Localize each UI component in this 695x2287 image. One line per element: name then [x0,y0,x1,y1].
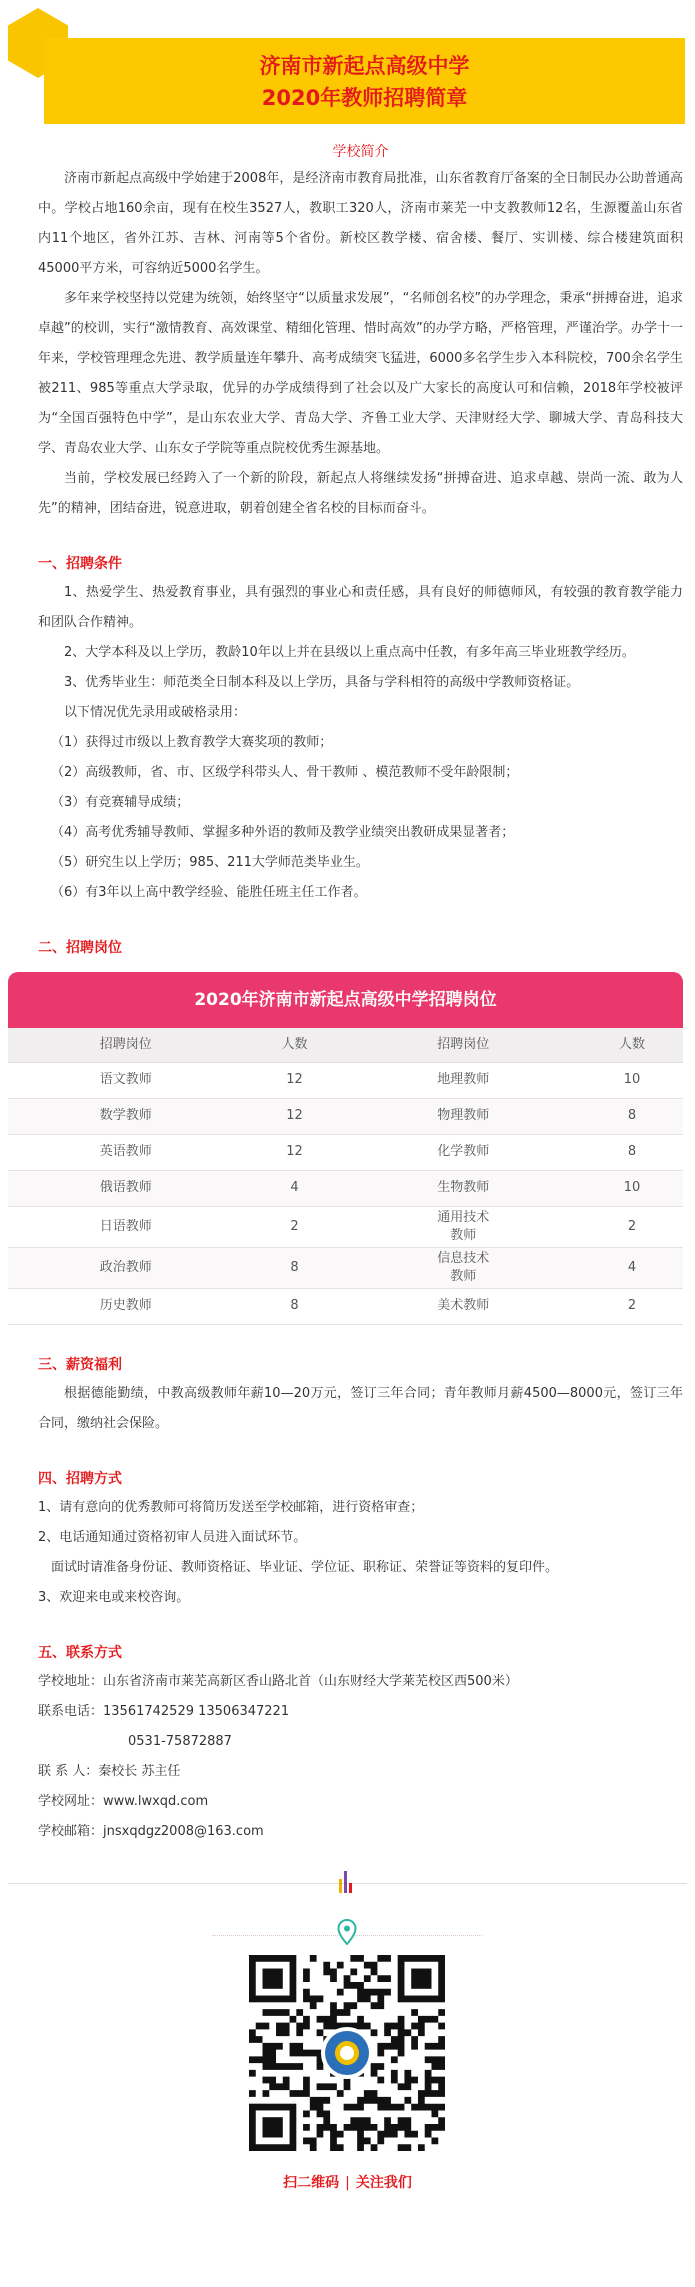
method-item-4: 3、欢迎来电或来校咨询。 [38,1589,190,1605]
follow-label: 关注我们 [355,2174,412,2191]
table-row [8,1170,683,1206]
table-row [8,1206,683,1247]
contact-phone: 联系电话：13561742529 13506347221 [38,1703,290,1719]
table-row [8,1247,683,1288]
location-pin-icon [337,1919,357,1945]
priority-item-6: （6）有3年以上高中教学经验、能胜任班主任工作者。 [51,885,367,900]
cell-line: 信息技术 [437,1250,490,1266]
positions-table-title: 2020年济南市新起点高级中学招聘岗位 [8,972,683,1028]
condition-item-1: 1、热爱学生、热爱教育事业，具有强烈的事业心和责任感，具有良好的师德师风，有较强的教育教学能力和团队合作精神。 [38,585,683,630]
table-cell: 10 [581,1062,683,1098]
table-row [8,1062,683,1098]
priority-item-5: （5）研究生以上学历；985、211大学师范类毕业生。 [51,855,369,870]
table-cell: 8 [243,1288,345,1324]
table-cell: 地理教师 [345,1062,580,1098]
table-cell: 4 [581,1247,683,1288]
table-cell: 8 [581,1134,683,1170]
table-cell [345,1247,580,1288]
positions-title: 二、招聘岗位 [38,940,122,956]
salary-title: 三、薪资福利 [38,1356,122,1373]
positions-table [8,1028,683,1325]
priority-item-1: （1）获得过市级以上教育教学大赛奖项的教师； [51,735,333,750]
cell-line: 教师 [450,1268,477,1284]
table-cell: 8 [581,1098,683,1134]
condition-item-2: 2、大学本科及以上学历，教龄10年以上并在县级以上重点高中任教，有多年高三毕业班教学经历。 [64,645,635,660]
table-cell [345,1206,580,1247]
bars-icon [339,1871,355,1893]
priority-intro: 以下情况优先录用或破格录用： [64,705,247,720]
table-cell: 4 [243,1170,345,1206]
column-header: 招聘岗位 [345,1028,580,1062]
table-cell: 数学教师 [8,1098,243,1134]
priority-item-2: （2）高级教师，省、市、区级学科带头人、骨干教师 、模范教师不受年龄限制； [51,765,519,780]
table-cell: 生物教师 [345,1170,580,1206]
column-header: 人数 [581,1028,683,1062]
table-cell: 英语教师 [8,1134,243,1170]
scan-divider: | [345,2174,350,2191]
table-cell: 2 [581,1206,683,1247]
table-cell: 10 [581,1170,683,1206]
contact-website[interactable]: 学校网址：www.lwxqd.com [38,1793,209,1809]
column-header: 招聘岗位 [8,1028,243,1062]
table-row [8,1288,683,1324]
positions-table-wrap [8,972,683,1325]
contact-person: 联 系 人：秦校长 苏主任 [38,1763,181,1779]
school-logo-icon [321,2027,373,2079]
column-header: 人数 [243,1028,345,1062]
table-cell: 政治教师 [8,1247,243,1288]
table-cell: 12 [243,1098,345,1134]
table-cell: 历史教师 [8,1288,243,1324]
method-title: 四、招聘方式 [38,1470,122,1487]
table-cell: 美术教师 [345,1288,580,1324]
contact-title: 五、联系方式 [38,1644,122,1661]
table-row [8,1098,683,1134]
footer [0,1871,695,2211]
method-item-3: 面试时请准备身份证、教师资格证、毕业证、学位证、职称证、荣誉证等资料的复印件。 [51,1559,559,1575]
table-cell: 俄语教师 [8,1170,243,1206]
title-banner [44,38,685,124]
priority-item-4: （4）高考优秀辅导教师、掌握多种外语的教师及教学业绩突出教研成果显著者； [51,825,515,840]
contact-email[interactable]: 学校邮箱：jnsxqdgz2008@163.com [38,1823,264,1839]
qr-code-image[interactable] [249,1955,445,2151]
cell-line: 教师 [450,1227,477,1243]
header [0,0,695,126]
salary-text: 根据德能勤绩，中教高级教师年薪10—20万元，签订三年合同；青年教师月薪4500—8000元，签订三年合同，缴纳社会保险。 [38,1385,683,1431]
table-cell: 12 [243,1134,345,1170]
table-row [8,1134,683,1170]
intro-section [0,140,695,962]
title-line-1: 济南市新起点高级中学 [259,54,470,78]
method-item-2: 2、电话通知通过资格初审人员进入面试环节。 [38,1529,307,1545]
table-cell: 8 [243,1247,345,1288]
table-cell: 12 [243,1062,345,1098]
contact-phone-landline: 0531-75872887 [128,1733,232,1749]
intro-paragraph-3: 当前，学校发展已经跨入了一个新的阶段，新起点人将继续发扬“拼搏奋进、追求卓越、崇尚一流、敢为人先”的精神，团结奋进，锐意进取，朝着创建全省名校的目标而奋斗。 [38,471,683,516]
table-cell: 化学教师 [345,1134,580,1170]
cell-line: 通用技术 [437,1209,490,1225]
table-cell: 语文教师 [8,1062,243,1098]
table-cell: 物理教师 [345,1098,580,1134]
conditions-title: 一、招聘条件 [38,556,122,572]
intro-heading: 学校简介 [332,144,389,160]
intro-paragraph-1: 济南市新起点高级中学始建于2008年，是经济南市教育局批准，山东省教育厅备案的全日制民办公助普通高中。学校占地160余亩，现有在校生3527人，教职工320人，济南市莱芜一中支教教师12名，生源覆盖山东省内11个地区，省外江苏、吉林、河南等5个省份。新校区教学楼、宿舍楼、餐厅、实训楼、综合楼建筑面积45000平方米，可容纳近5000名学生。 [38,171,683,276]
condition-item-3: 3、优秀毕业生：师范类全日制本科及以上学历，具备与学科相符的高级中学教师资格证。 [64,675,580,690]
details-section [0,1351,695,1847]
table-cell: 2 [243,1206,345,1247]
priority-item-3: （3）有竞赛辅导成绩； [51,795,190,810]
table-cell: 日语教师 [8,1206,243,1247]
scan-label: 扫二维码 [283,2174,340,2191]
scan-follow-label [0,2171,695,2195]
intro-paragraph-2: 多年来学校坚持以党建为统领，始终坚守“以质量求发展”，“名师创名校”的办学理念，秉承“拼搏奋进，追求卓越”的校训，实行“激情教育、高效课堂、精细化管理、惜时高效”的办学方略，严格管理，严谨治学。办学十一年来，学校管理理念先进、教学质量连年攀升、高考成绩突飞猛进，6000多名学生步入本科院校，700余名学生被211、985等重点大学录取，优异的办学成绩得到了社会以及广大家长的高度认可和信赖，2018年学校被评为“全国百强特色中学”，是山东农业大学、青岛大学、齐鲁工业大学、天津财经大学、聊城大学、青岛科技大学、青岛农业大学、山东女子学院等重点院校优秀生源基地。 [38,291,683,456]
title-line-2: 2020年教师招聘简章 [261,86,468,110]
method-item-1: 1、请有意向的优秀教师可将简历发送至学校邮箱，进行资格审查； [38,1499,424,1515]
table-cell: 2 [581,1288,683,1324]
table-header-row [8,1028,683,1062]
contact-address: 学校地址：山东省济南市莱芜高新区香山路北首（山东财经大学莱芜校区西500米） [38,1673,518,1689]
